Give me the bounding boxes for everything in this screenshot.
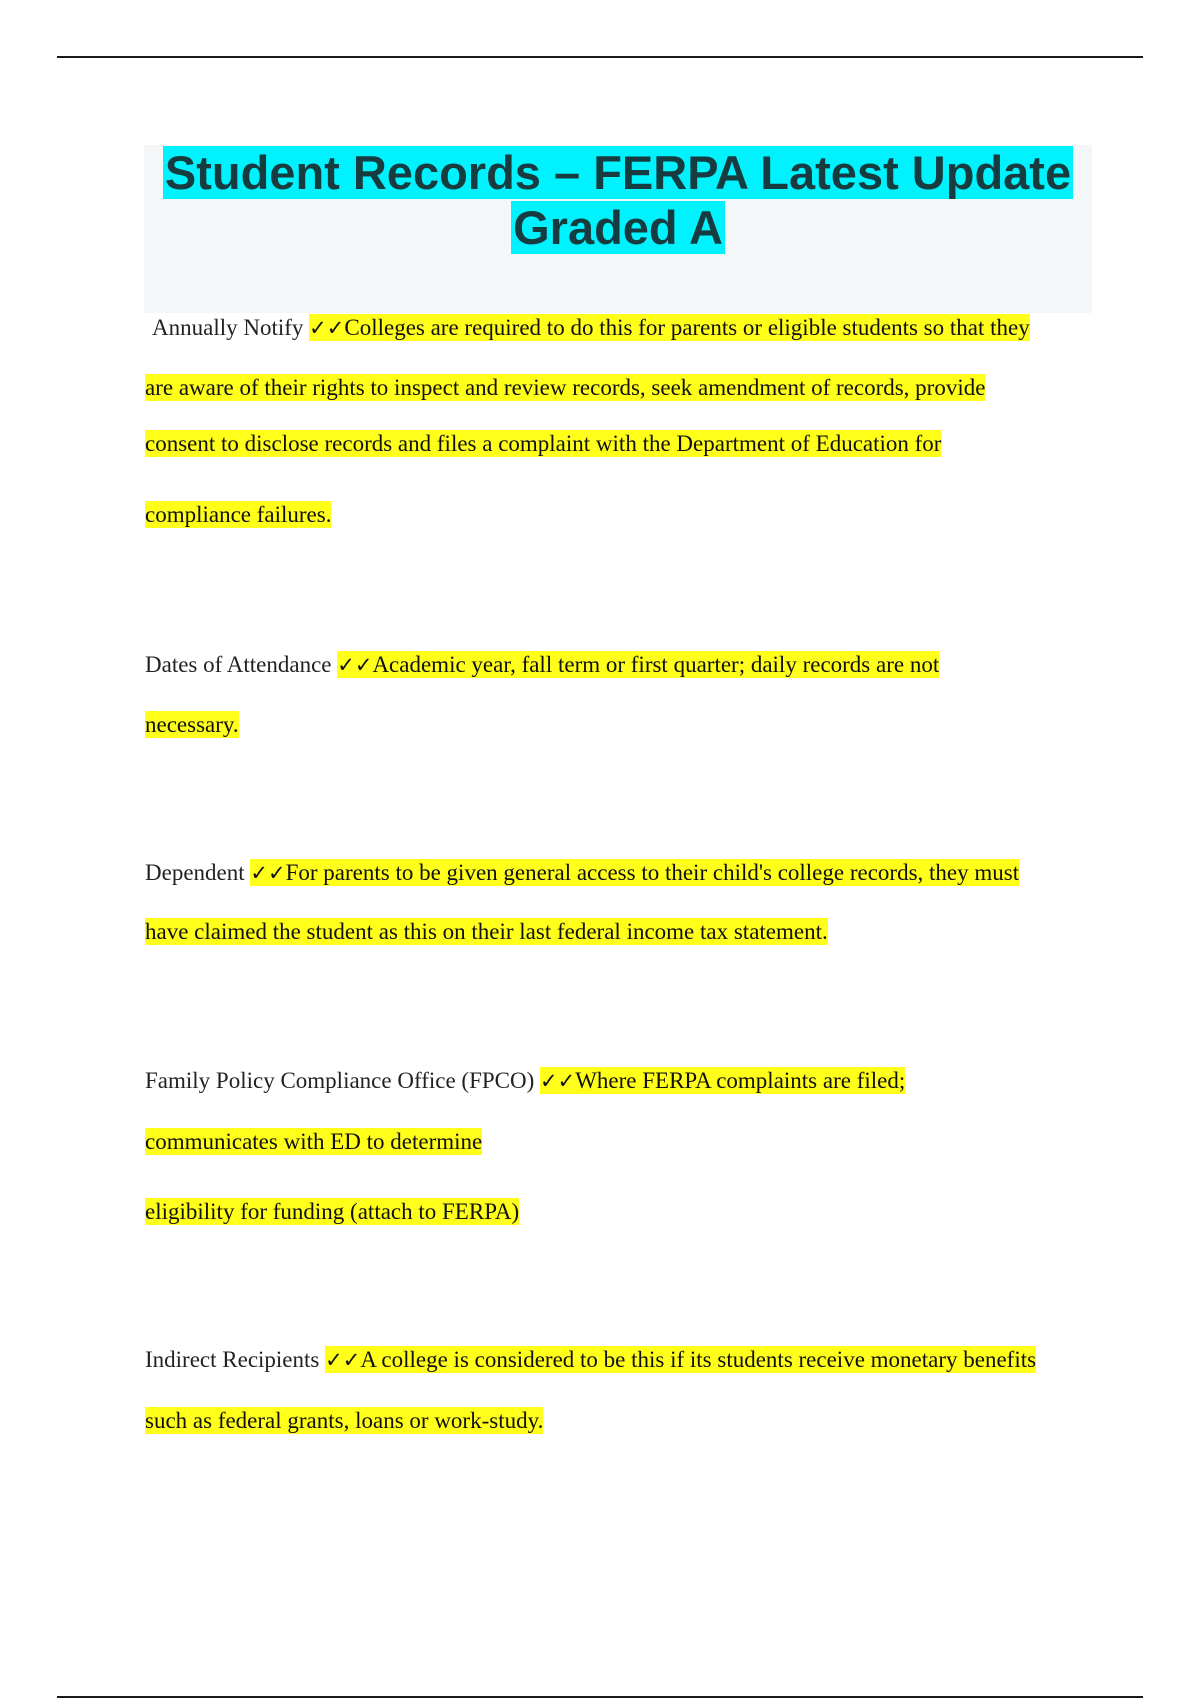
entry-definition: consent to disclose records and files a complaint with the Department of Education for — [145, 431, 942, 456]
entry-line — [145, 650, 939, 680]
double-check-icon: ✓✓ — [337, 653, 373, 677]
header-rule — [57, 56, 1143, 58]
entry-term: Dependent — [145, 860, 245, 885]
entry-definition: Academic year, fall term or first quarter; daily records are not — [372, 652, 940, 677]
entry-line — [145, 1345, 1036, 1375]
document-title — [144, 145, 1092, 255]
entry-line — [145, 1066, 905, 1096]
double-check-icon: ✓✓ — [250, 861, 286, 885]
double-check-icon: ✓✓ — [325, 1348, 361, 1372]
entry-definition: such as federal grants, loans or work-study. — [145, 1408, 544, 1433]
entry-term: Indirect Recipients — [145, 1347, 320, 1372]
entry-term: Family Policy Compliance Office (FPCO) — [145, 1068, 535, 1093]
double-check-icon: ✓✓ — [309, 316, 345, 340]
entry-line — [145, 1197, 519, 1227]
entry-definition: necessary. — [145, 712, 239, 737]
entry-definition: Colleges are required to do this for parents or eligible students so that they — [344, 315, 1030, 340]
entry-line — [145, 373, 985, 403]
entry-line — [152, 313, 1030, 343]
entry-term: Annually Notify — [152, 315, 304, 340]
entry-line — [145, 917, 828, 947]
title-line-2: Graded A — [513, 201, 723, 254]
title-line-1: Student Records – FERPA Latest Update — [164, 146, 1072, 199]
entry-definition: Where FERPA complaints are filed; — [575, 1068, 906, 1093]
entry-definition: communicates with ED to determine — [145, 1129, 483, 1154]
entry-line — [145, 500, 331, 530]
entry-definition: A college is considered to be this if its students receive monetary benefits — [360, 1347, 1037, 1372]
entry-line — [145, 1127, 482, 1157]
entry-line — [145, 429, 941, 459]
entry-definition: have claimed the student as this on their last federal income tax statement. — [145, 919, 828, 944]
entry-definition: compliance failures. — [145, 502, 332, 527]
footer-rule — [57, 1696, 1143, 1698]
entry-term: Dates of Attendance — [145, 652, 332, 677]
entry-line — [145, 710, 239, 740]
entry-line — [145, 1406, 543, 1436]
entry-line — [145, 858, 1019, 888]
entry-definition: are aware of their rights to inspect and review records, seek amendment of records, provide — [145, 375, 986, 400]
title-block — [144, 145, 1092, 313]
entry-definition: For parents to be given general access to their child's college records, they must — [285, 860, 1020, 885]
entry-definition: eligibility for funding (attach to FERPA) — [145, 1199, 520, 1224]
double-check-icon: ✓✓ — [540, 1069, 576, 1093]
